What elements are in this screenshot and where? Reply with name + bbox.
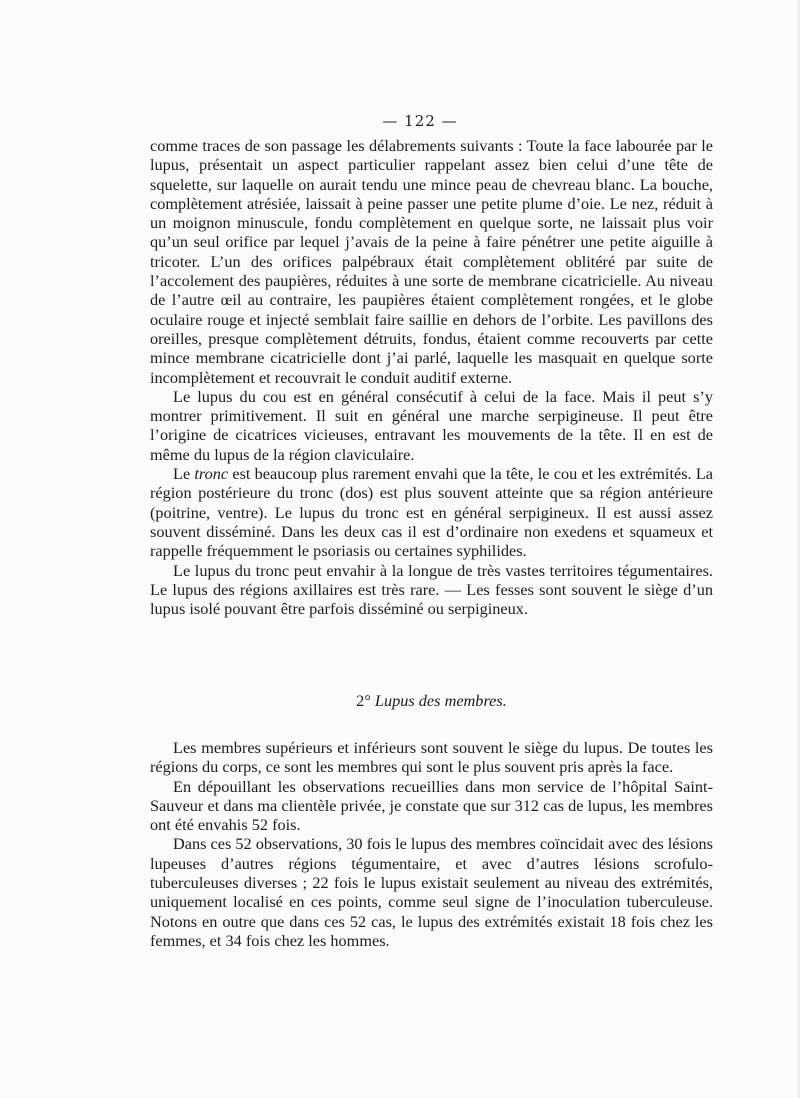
paragraph-observations: En dépouillant les observations recueillies dans mon service de l’hôpital Saint-Sauveur et dans ma clientèle privée, je constate que sur 312 cas de lupus, les membres ont été envahis 52 fois. (150, 776, 713, 835)
paragraph-lupus-cou: Le lupus du cou est en général consécutif à celui de la face. Mais il peut s’y montrer primitivement. Il suit en général une marche serpigineuse. Il peut être l’origine de cicatrices vicieuses, entravant les mouvements de la tête. Il en est de même du lupus de la région claviculaire. (150, 386, 713, 464)
page-number: — 122 — (382, 112, 458, 130)
paragraph-membres-siege: Les membres supérieurs et inférieurs sont souvent le siège du lupus. De toutes les régions du corps, ce sont les membres qui sont le plus souvent pris après la face. (150, 738, 713, 777)
section-heading (150, 691, 713, 711)
tronc-rest: est beaucoup plus rarement envahi que la tête, le cou et les extrémités. La région postérieure du tronc (dos) est plus souvent atteinte que sa région antérieure (poitrine, ventre). Le lupus du tronc est en général serpigineux. Il est aussi assez souvent disséminé. Dans les deux cas il est d’ordinaire non exedens et squameux et rappelle fréquemment le psoriasis ou certaines syphilides. (150, 464, 713, 561)
tronc-prefix: Le (173, 464, 195, 484)
body-section-2 (150, 738, 713, 950)
paragraph-tronc-extension: Le lupus du tronc peut envahir à la longue de très vastes territoires tégumentaires. Le lupus des régions axillaires est très rare. — Les fesses sont souvent le siège d’un lupus isolé pouvant être parfois disséminé ou serpigineux. (150, 560, 713, 619)
body-section-1 (150, 136, 713, 618)
section-heading-text: Lupus des membres. (374, 691, 507, 710)
paragraph-lupus-tronc (150, 464, 713, 560)
paragraph-statistiques: Dans ces 52 observations, 30 fois le lupus des membres coïncidait avec des lésions lupeuses d’autres régions tégumentaire, et avec d’autres lésions scrofulo-tuberculeuses diverses ; 22 fois le lupus existait seulement au niveau des extrémités, uniquement localisé en ces points, comme seul signe de l’inoculation tuberculeuse. Notons en outre que dans ces 52 cas, le lupus des extrémités existait 18 fois chez les femmes, et 34 fois chez les hommes. (150, 834, 713, 950)
page-edge-shadow (796, 0, 800, 1098)
section-heading-number: 2° (356, 691, 371, 710)
paragraph-face-description: comme traces de son passage les délabrements suivants : Toute la face labourée par le lupus, présentait un aspect particulier rappelant assez bien celui d’une tête de squelette, sur laquelle on aurait tendu une mince peau de chevreau blanc. La bouche, complètement atrésiée, laissait à peine passer une petite plume d’oie. Le nez, réduit à un moignon minuscule, fondu complètement en quelque sorte, ne laissait plus voir qu’un seul orifice par lequel j’avais de la peine à faire pénétrer une petite aiguille à tricoter. L’un des orifices palpébraux était complètement oblitéré par suite de l’accolement des paupières, réduites à une sorte de membrane cicatricielle. Au niveau de l’autre œil au contraire, les paupières étaient complètement rongées, et le globe oculaire rouge et injecté semblait faire saillie en dehors de l’orbite. Les pavillons des oreilles, presque complètement détruits, fondus, étaient comme recouverts par cette mince membrane cicatricielle dont j’ai parlé, laquelle les masquait en quelque sorte incomplètement et recouvrait le conduit auditif externe. (150, 136, 713, 387)
tronc-italic-word: tronc (194, 464, 229, 484)
